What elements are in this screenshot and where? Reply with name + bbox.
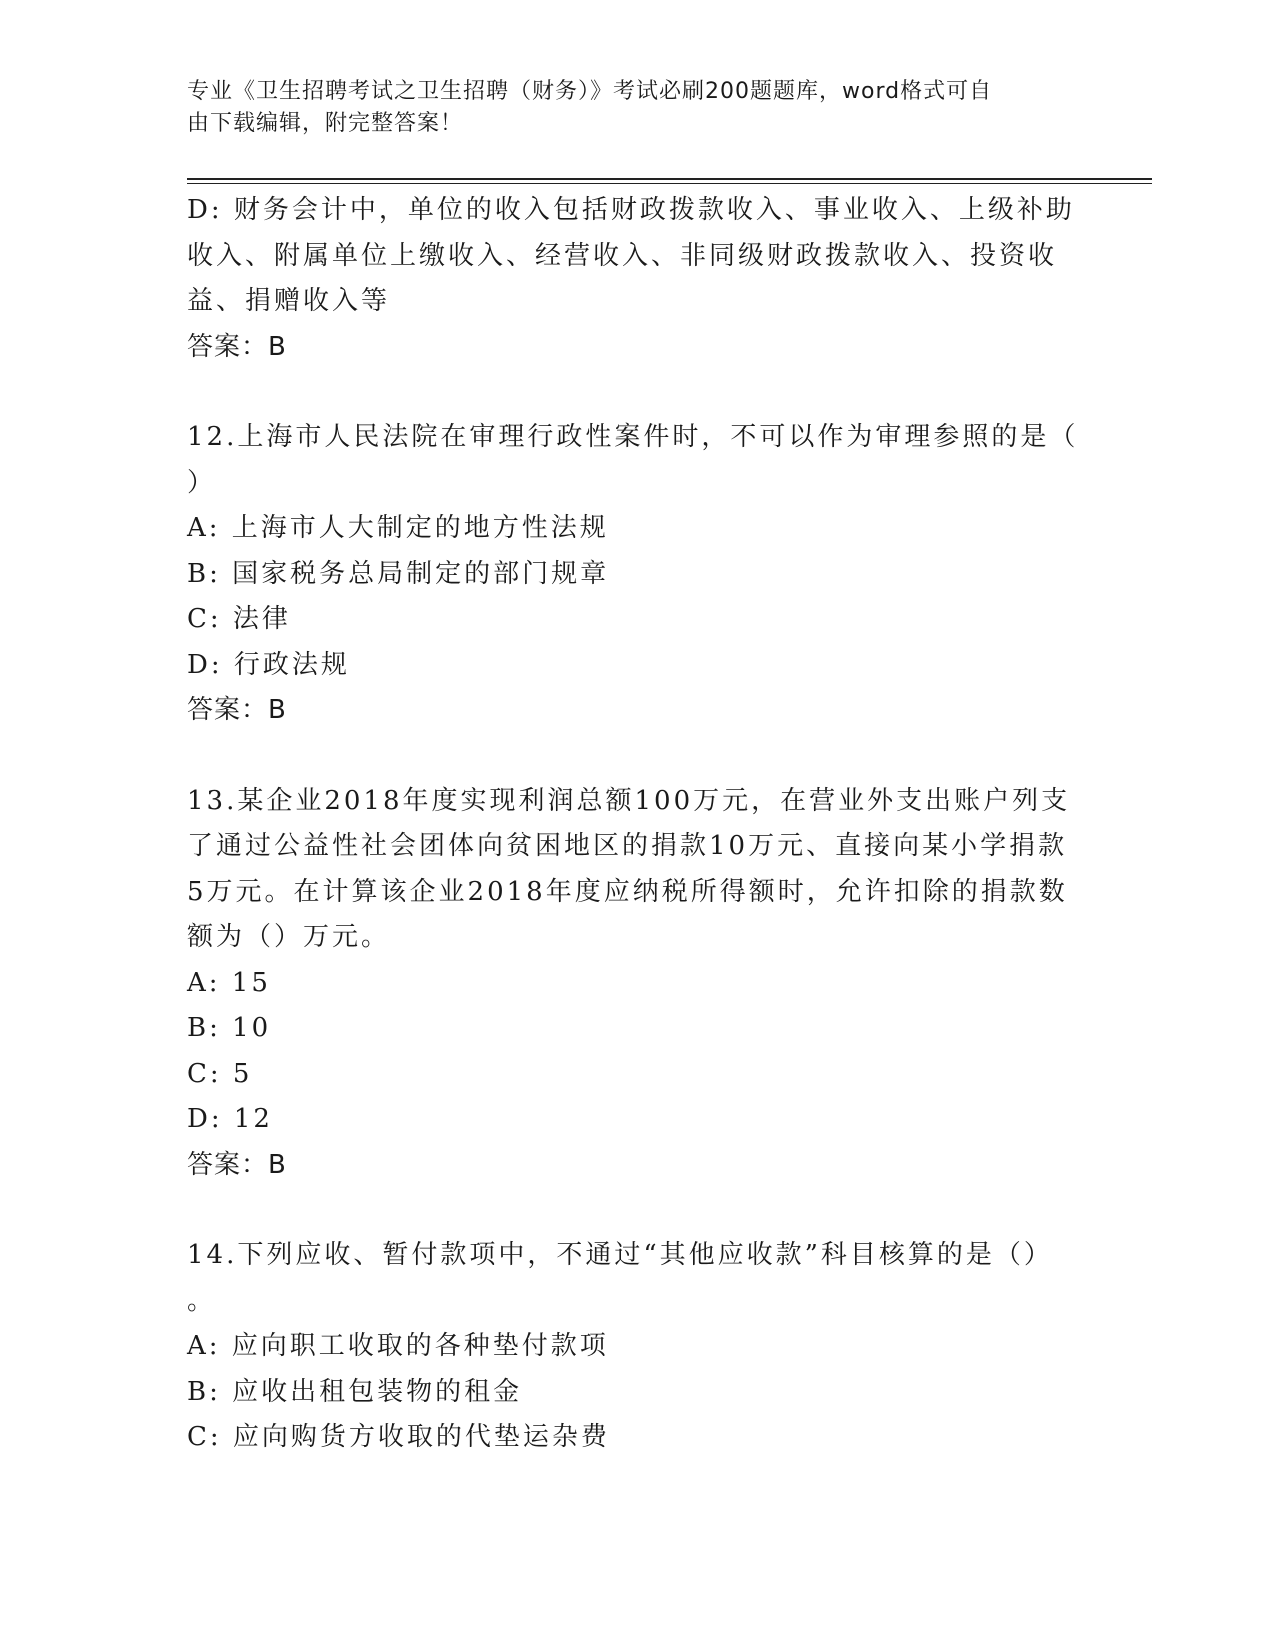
question-stem-line: ） — [187, 467, 217, 498]
header-divider-thick — [187, 178, 1152, 180]
header-line: 专业《卫生招聘考试之卫生招聘（财务）》考试必刷200题题库，word格式可自 — [187, 79, 993, 104]
option-a: A: 15 — [187, 967, 271, 998]
option-d-line: D: 财务会计中，单位的收入包括财政拨款收入、事业收入、上级补助 — [187, 195, 1075, 225]
option-d: D: 行政法规 — [187, 649, 350, 680]
question-stem-line: 12.上海市人民法院在审理行政性案件时，不可以作为审理参照的是（ — [187, 422, 1079, 452]
option-a: A: 应向职工收取的各种垫付款项 — [187, 1331, 609, 1361]
option-a: A: 上海市人大制定的地方性法规 — [187, 513, 609, 543]
option-d-line: 收入、附属单位上缴收入、经营收入、非同级财政拨款收入、投资收 — [187, 240, 1058, 271]
option-c: C: 5 — [187, 1058, 253, 1089]
question-stem-line: 5万元。在计算该企业2018年度应纳税所得额时，允许扣除的捐款数 — [187, 876, 1068, 907]
question-12 — [187, 415, 1087, 734]
question-stem-line: 。 — [187, 1285, 217, 1316]
question-stem-line: 额为（）万元。 — [187, 922, 391, 952]
header-divider-thin — [187, 183, 1152, 184]
answer-line: 答案：B — [187, 1149, 287, 1180]
question-stem-line: 13.某企业2018年度实现利润总额100万元，在营业外支出账户列支 — [187, 785, 1071, 816]
answer-line: 答案：B — [187, 695, 287, 725]
option-c: C: 法律 — [187, 604, 291, 634]
option-b: B: 10 — [187, 1013, 272, 1043]
question-stem-line: 了通过公益性社会团体向贫困地区的捐款10万元、直接向某小学捐款 — [187, 831, 1068, 861]
question-stem-line: 14.下列应收、暂付款项中，不通过“其他应收款”科目核算的是（） — [187, 1240, 1053, 1270]
question-11-tail — [187, 188, 1087, 370]
option-b: B: 国家税务总局制定的部门规章 — [187, 558, 610, 589]
option-d: D: 12 — [187, 1104, 273, 1134]
document-header — [187, 76, 1067, 140]
answer-line: 答案：B — [187, 331, 287, 362]
option-c: C: 应向购货方收取的代垫运杂费 — [187, 1422, 610, 1452]
header-line: 由下载编辑，附完整答案！ — [187, 111, 464, 136]
question-13 — [187, 779, 1087, 1189]
option-d-line: 益、捐赠收入等 — [187, 286, 391, 316]
question-list — [187, 188, 1087, 1461]
option-b: B: 应收出租包装物的租金 — [187, 1376, 523, 1407]
question-14 — [187, 1233, 1087, 1461]
